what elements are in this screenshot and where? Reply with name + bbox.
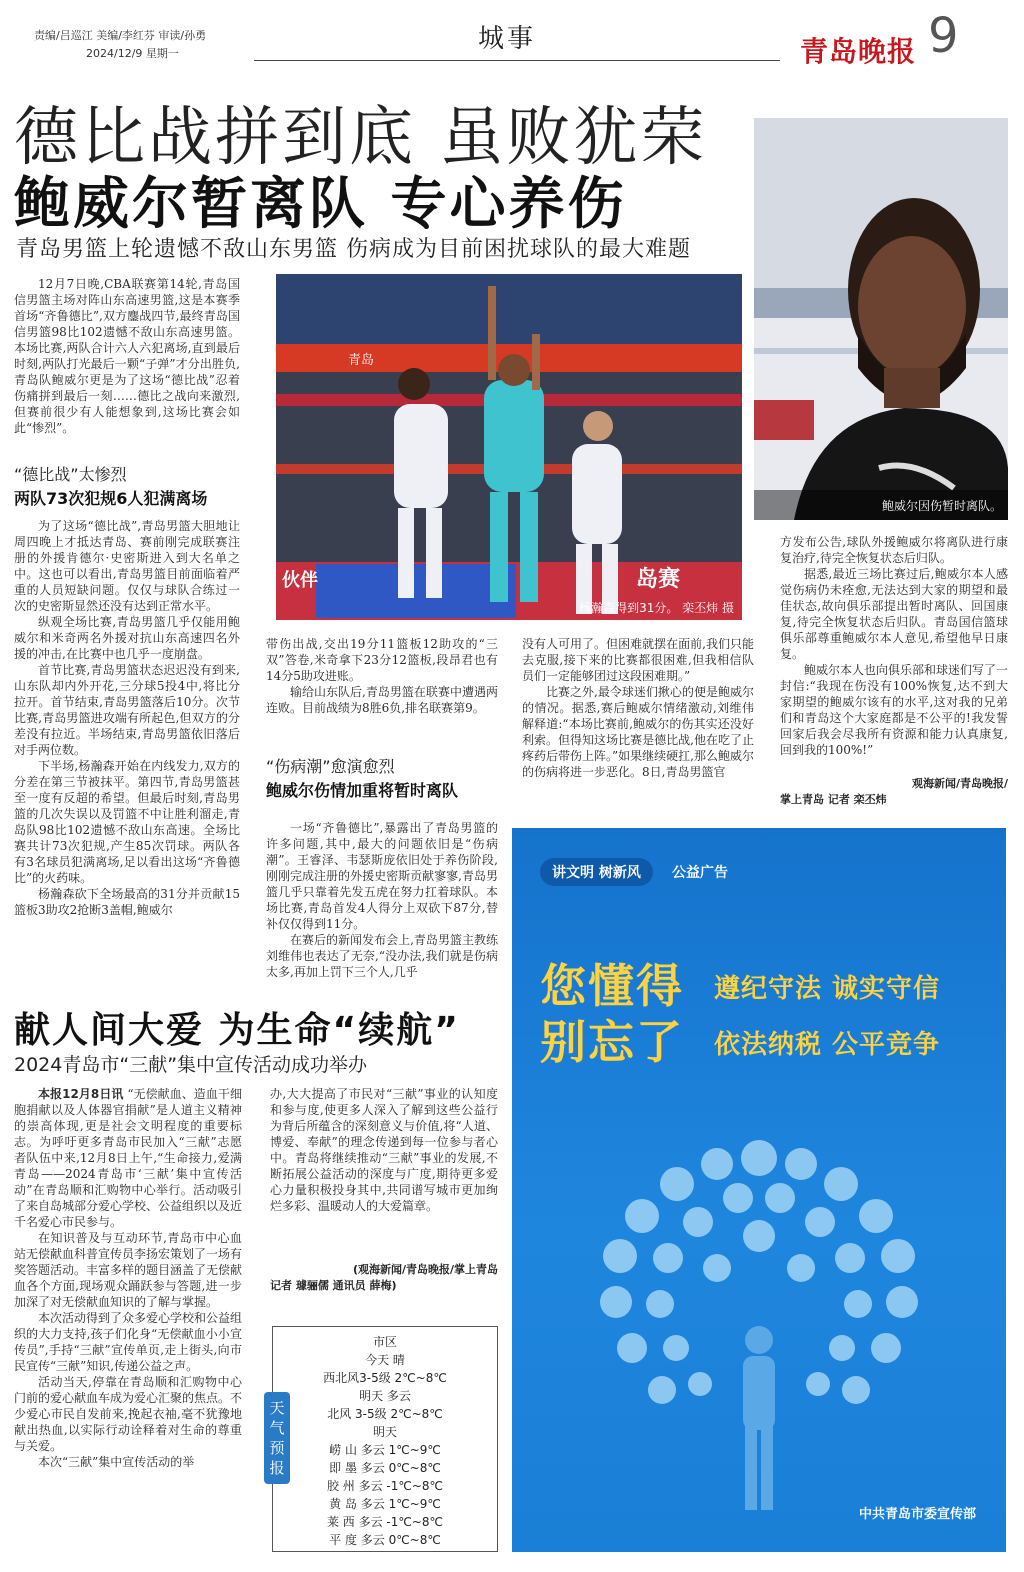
weather-row: 崂 山 多云 1℃~9℃ [329,1443,441,1457]
ad-line2-big: 别忘了 [540,1015,684,1069]
powell-portrait [754,118,1008,520]
col4-byline-2: 掌上青岛 记者 栾丕炜 [780,793,887,806]
article2-byline [270,1262,498,1294]
article-column-2b [266,820,498,984]
headline-1: 德比战拼到底 虽败犹荣 [14,101,708,175]
article2-para: 在知识普及与互动环节,青岛市中心血站无偿献血科普宣传员李扬宏策划了一场有奖答题活动。丰富多样的题目涵盖了无偿献血各个方面,现场观众踊跃参与答题,进一步加深了对无偿献血知识的了解与掌握。 [14,1231,242,1309]
article2-column-1 [14,1086,242,1556]
article2-first-para: “无偿献血、造血干细胞捐献以及人体器官捐献”是人道主义精神的崇高体现,更是社会文明程度的重要标志。为呼吁更多青岛市民加入“三献”志愿者队伍中来,12月8日上午,“生命接力,爱满青岛——2024青岛市‘三献’集中宣传活动”在青岛顺和汇购物中心举行。活动吸引了来自岛城部分爱心学校、公益组织以及近千名爱心市民参与。 [14,1087,242,1229]
editor-line: 责编/吕巡江 美编/李红芬 审读/孙勇 [34,29,207,42]
lead-paragraph [14,276,240,454]
col1-para: 首节比赛,青岛男篮状态迟迟没有到来,山东队却内外开花,三分球5投4中,将比分拉开。首节结束,青岛男篮落后10分。次节比赛,青岛男篮进攻端有所起色,但双方的分差没有拉近。半场结束,青岛男篮依旧落后对手两位数。 [14,663,240,757]
weather-row: 黄 岛 多云 1℃~9℃ [329,1497,441,1511]
ad-badge-type: 公益广告 [672,865,728,881]
lead-text: 12月7日晚,CBA联赛第14轮,青岛国信男篮主场对阵山东高速男篮,这是本赛季首场“齐鲁德比”,双方鏖战四节,最终青岛国信男篮98比102遗憾不敌山东高速男篮。本场比赛,两队合计六人六犯离场,直到最后时刻,两队打光最后一颗“子弹”才分出胜负,青岛队鲍威尔更是为了这场“德比战”忍着伤痛拼到最后一刻……德比之战向来激烈,但赛前很少有人能想象到,这场比赛会如此“惨烈”。 [14,277,240,435]
weather-row: 明天 [372,1425,397,1439]
article2-column-2 [270,1086,498,1262]
ad-line2-small: 依法纳税 公平竞争 [714,1030,941,1060]
col1-para: 纵观全场比赛,青岛男篮几乎仅能用鲍威尔和米奇两名外援对抗山东高速四名外援的冲击,在比赛中也几乎一度崩盘。 [14,615,240,661]
header-rule [254,60,780,61]
col4-para: 据悉,最近三场比赛过后,鲍威尔本人感觉伤病仍未痊愈,无法达到大家的期望和最佳状态,故向俱乐部提出暂时离队、回国康复,待完全恢复状态后归队。青岛国信篮球俱乐部尊重鲍威尔本人意见,希望他早日康复。 [780,567,1008,661]
photo-caption: 杨瀚森得到31分。 栾丕炜 摄 [579,601,734,615]
ad-badge: 讲文明 树新风 [540,858,653,886]
article-column-3 [522,636,754,814]
col2-para: 输给山东队后,青岛男篮在联赛中遭遇两连败。目前战绩为8胜6负,排名联赛第9。 [266,685,498,715]
weather-row: 莱 西 多云 -1℃~8℃ [326,1515,444,1529]
col1-para: 为了这场“德比战”,青岛男篮大胆地让周四晚上才抵达青岛、赛前刚完成联赛注册的外援肯德尔·史密斯进入到大名单之中。这也可以看出,青岛男篮目前面临着严重的人员短缺问题。仅仅与球队合练过一次的史密斯显然还没有达到正常水平。 [14,519,240,613]
col4-para: 方发布公告,球队外援鲍威尔将离队进行康复治疗,待完全恢复状态后归队。 [780,535,1008,565]
weather-row: 即 墨 多云 0℃~8℃ [329,1461,441,1475]
ad-line1-small: 遵纪守法 诚实守信 [714,974,941,1004]
article2-para: 本次活动得到了众多爱心学校和公益组织的大力支持,孩子们化身“无偿献血小小宣传员”,手持“三献”宣传单页,走上街头,向市民宣传“三献”知识,传递公益之声。 [14,1311,242,1373]
ad-line1-big: 您懂得 [540,959,684,1013]
article-column-4 [780,534,1008,790]
subhead-2-line2: 鲍威尔伤情加重将暂时离队 [266,781,459,800]
weather-row: 明天 多云 [359,1389,411,1403]
weather-row: 北风 3-5级 2℃~8℃ [327,1407,443,1421]
article2-para: 本次“三献”集中宣传活动的举 [38,1455,195,1469]
col3-para: 比赛之外,最令球迷们揪心的便是鲍威尔的情况。据悉,赛后鲍威尔情绪激动,刘维伟解释道:“本场比赛前,鲍威尔的伤其实还没好利索。但得知这场比赛是德比战,他在吃了止疼药后带伤上阵。”如果继续硬扛,那么鲍威尔的伤病将进一步恶化。8日,青岛男篮官 [522,685,754,779]
weather-row: 平 度 多云 0℃~8℃ [329,1533,441,1547]
subhead-1-line1: “德比战”太惨烈 [14,465,127,484]
weather-box [272,1326,498,1552]
col2b-para: 在赛后的新闻发布会上,青岛男篮主教练刘维伟也表达了无奈,“没办法,我们就是伤病太多,再加上罚下三个人,几乎 [266,933,498,979]
subheadline: 青岛男篮上轮遗憾不敌山东男篮 伤病成为目前困扰球队的最大难题 [16,237,691,262]
col4-byline [780,776,1008,808]
headline-2: 鲍威尔暂离队 专心养伤 [14,172,627,237]
article2-subheadline: 2024青岛市“三献”集中宣传活动成功举办 [14,1054,368,1076]
page-number: 9 [928,8,959,64]
col4-para: 鲍威尔本人也向俱乐部和球迷们写了一封信:“我现在伤没有100%恢复,达不到大家期望的鲍威尔该有的水平,这对我的兄弟们和青岛这个大家庭都是不公平的!我发誓回家后我会尽我所有资源和能力认真康复,回到我的100%!” [780,663,1008,757]
article2-headline: 献人间大爱 为生命“续航” [14,1010,460,1051]
game-photo [276,274,742,620]
article2-dateline: 本报12月8日讯 [38,1087,124,1101]
weather-row: 市区 [372,1335,397,1349]
article-column-1 [14,518,240,984]
weather-label: 天气预报 [264,1392,290,1484]
article-column-2 [266,636,498,746]
public-service-ad [512,828,1006,1552]
ad-sponsor: 中共青岛市委宣传部 [858,1507,976,1522]
arena-sign: 青岛 [348,353,375,368]
col3-para: 没有人可用了。但困难就摆在面前,我们只能去克服,接下来的比赛都很困难,但我相信队员们一定能够团过这段困难期。” [522,637,754,683]
article2-byline-1: (观海新闻/青岛晚报/掌上青岛 [352,1263,498,1276]
date-line: 2024/12/9 星期一 [86,47,179,60]
portrait-caption: 鲍威尔因伤暂时离队。 [881,499,1002,513]
weather-row: 西北风3-5级 2℃~8℃ [323,1371,447,1385]
weather-row: 今天 晴 [365,1353,405,1367]
weather-row: 胶 州 多云 -1℃~8℃ [326,1479,444,1493]
sponsor-sign-right: 岛赛 [636,567,681,592]
article2-para: 活动当天,停靠在青岛顺和汇购物中心门前的爱心献血车成为爱心汇聚的焦点。不少爱心市民自发前来,挽起衣袖,毫不犹豫地献出热血,以实际行动诠释着对生命的尊重与关爱。 [14,1375,242,1453]
hands-tree-illustration [512,1098,1006,1538]
col4-byline-1: 观海新闻/青岛晚报/ [911,777,1008,790]
col1-para: 下半场,杨瀚森开始在内线发力,双方的分差在第三节被抹平。第四节,青岛男篮甚至一度有反超的希望。但最后时刻,青岛男篮的几次失误以及罚篮不中让胜利溜走,青岛队98比102遗憾不敌山东高速。全场比赛共计73次犯规,产生85次罚球。两队各有3名球员犯满离场,足以看出这场“齐鲁德比”的火药味。 [14,759,240,885]
page-meta [34,27,206,63]
article2-col2-text: 办,大大提高了市民对“三献”事业的认知度和参与度,使更多人深入了解到这些公益行为背后所蕴含的深刻意义与价值,将“人道、博爱、奉献”的理念传递到每一位参与者心中。青岛将继续推动“三献”事业的发展,不断拓展公益活动的深度与广度,期待更多爱心力量积极投身其中,共同谱写城市更加绚烂多彩、温暖动人的大爱篇章。 [270,1087,498,1213]
masthead-logo: 青岛晚报 [800,35,917,68]
article2-byline-2: 记者 璩骊儒 通讯员 薛梅) [270,1279,397,1292]
col2-para: 带伤出战,交出19分11篮板12助攻的“三双”答卷,米奇拿下23分12篮板,段昂君也有14分5助攻进账。 [266,637,498,683]
subhead-2-line1: “伤病潮”愈演愈烈 [266,757,395,776]
section-title: 城事 [478,24,537,54]
col1-para: 杨瀚森砍下全场最高的31分并贡献15篮板3助攻2抢断3盖帽,鲍威尔 [14,887,240,917]
subhead-1-line2: 两队73次犯规6人犯满离场 [14,489,208,508]
col2b-para: 一场“齐鲁德比”,暴露出了青岛男篮的许多问题,其中,最大的问题依旧是“伤病潮”。王睿泽、韦瑟斯庞依旧处于养伤阶段,刚刚完成注册的外援史密斯贡献寥寥,青岛男篮几乎只靠着先发五虎在努力扛着球队。本场比赛,青岛首发4人得分上双砍下87分,替补仅仅得到11分。 [266,821,498,931]
sponsor-sign-left: 伙伴 [282,570,318,591]
